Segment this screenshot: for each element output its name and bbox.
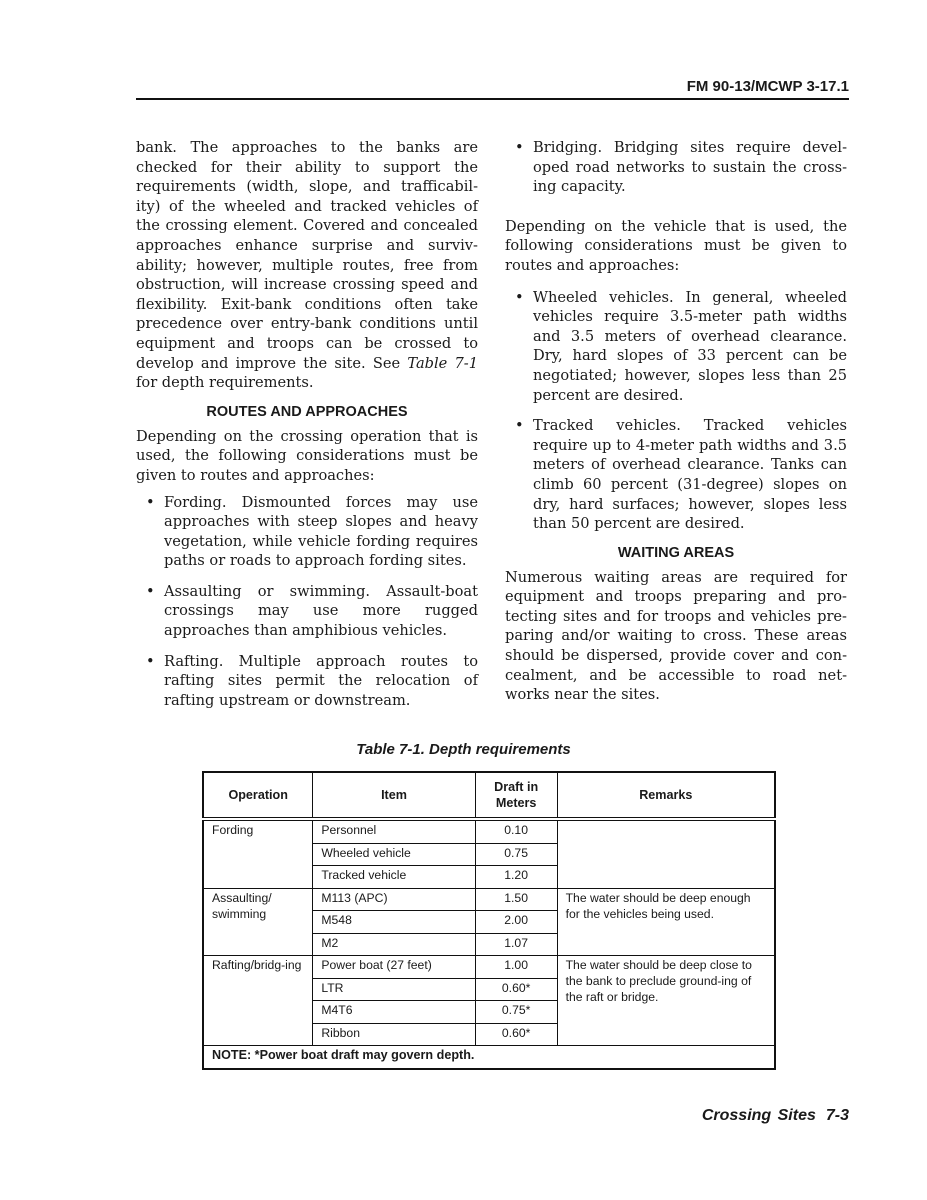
table-header-row	[203, 772, 775, 819]
column-header-operation: Operation	[203, 772, 313, 819]
document-id: FM 90-13/MCWP 3-17.1	[686, 78, 849, 95]
bullet-icon: •	[146, 582, 155, 600]
item-cell: M2	[313, 933, 475, 956]
item-cell: LTR	[313, 978, 475, 1001]
section-heading-routes: ROUTES AND APPROACHES	[206, 403, 408, 420]
remarks-cell: The water should be deep close to the bank to preclude ground-ing of the raft or bridge.	[557, 956, 775, 1046]
bullet-rafting	[136, 652, 478, 711]
operation-cell: Rafting/bridg-ing	[203, 956, 313, 1046]
bullet-icon: •	[515, 139, 524, 156]
left-column	[136, 138, 478, 710]
draft-cell: 1.00	[475, 956, 557, 979]
bullet-icon: •	[515, 417, 524, 435]
bullet-wheeled-vehicles	[505, 288, 847, 406]
waiting-areas-paragraph: Numerous waiting areas are required for equipment and troops preparing and pro-tecting sites and for troops and vehicles pre-paring and/or waiting to cross. These areas should be dispersed, provide cover and con-cealment, and be accessible to road net-works near the sites.	[505, 568, 847, 704]
bullet-bridging	[505, 138, 847, 197]
bullet-text: Wheeled vehicles. In general, wheeled vehicles require 3.5-meter path widths and 3.5 meters of overhead clearance. Dry, hard slopes of 33 percent can be negotiated; however, slopes less than 25 percent are desired.	[533, 288, 847, 404]
vehicle-intro-paragraph: Depending on the vehicle that is used, the following considerations must be given to routes and approaches:	[505, 217, 847, 274]
bullet-fording	[136, 493, 478, 571]
item-cell: Power boat (27 feet)	[313, 956, 475, 979]
table-caption: Table 7-1. Depth requirements	[356, 741, 571, 758]
column-header-item: Item	[313, 772, 475, 819]
column-header-remarks: Remarks	[557, 772, 775, 819]
table-note-row	[203, 1046, 775, 1069]
bullet-text: Rafting. Multiple approach routes to rafting sites permit the relocation of rafting upstream or downstream.	[164, 652, 478, 709]
routes-intro-paragraph: Depending on the crossing operation that is used, the following considerations must be given to routes and approaches:	[136, 427, 478, 484]
intro-paragraph	[136, 138, 478, 393]
draft-cell: 0.75*	[475, 1001, 557, 1024]
draft-cell: 0.75	[475, 843, 557, 866]
item-cell: Wheeled vehicle	[313, 843, 475, 866]
chapter-title: Crossing Sites	[701, 1107, 816, 1124]
table-row	[203, 888, 775, 911]
item-cell: Tracked vehicle	[313, 866, 475, 889]
draft-cell: 2.00	[475, 911, 557, 934]
page-number: 7-3	[825, 1107, 849, 1124]
draft-cell: 1.50	[475, 888, 557, 911]
bullet-text: Bridging. Bridging sites require devel-oped road networks to sustain the cross-ing capacity.	[533, 139, 847, 196]
draft-cell: 0.10	[475, 819, 557, 843]
table-row	[203, 819, 775, 843]
draft-cell: 1.20	[475, 866, 557, 889]
bullet-text: Tracked vehicles. Tracked vehicles require up to 4-meter path widths and 3.5 meters of overhead clearance. Tanks can climb 60 percent (31-degree) slopes on dry, hard surfaces; however, slopes less than 50 percent are desired.	[533, 417, 847, 533]
operation-cell: Assaulting/ swimming	[203, 888, 313, 956]
draft-cell: 0.60*	[475, 1023, 557, 1046]
operation-cell: Fording	[203, 819, 313, 888]
right-column	[505, 138, 847, 705]
item-cell: Personnel	[313, 819, 475, 843]
bullet-tracked-vehicles	[505, 416, 847, 534]
intro-tail: for depth requirements.	[136, 374, 314, 392]
bullet-text: Fording. Dismounted forces may use approaches with steep slopes and heavy vegetation, while vehicle fording requires paths or roads to approach fording sites.	[164, 493, 478, 570]
intro-text: bank. The approaches to the banks are checked for their ability to support the requirements (width, slope, and trafficabil-ity) of the wheeled and tracked vehicles of the crossing element. Covered and concealed approaches enhance surprise and surviv-ability; however, multiple routes, free from obstruction, will increase crossing speed and flexibility. Exit-bank conditions often take precedence over entry-bank conditions until equipment and troops can be crossed to develop and improve the site. See	[136, 139, 478, 372]
bullet-icon: •	[146, 652, 155, 670]
running-footer	[702, 1107, 849, 1125]
item-cell: M113 (APC)	[313, 888, 475, 911]
item-cell: M548	[313, 911, 475, 934]
bullet-text: Assaulting or swimming. Assault-boat crossings may use more rugged approaches than amphibious vehicles.	[164, 582, 478, 640]
column-header-draft: Draft in Meters	[475, 772, 557, 819]
table-row	[203, 956, 775, 979]
remarks-cell: The water should be deep enough for the vehicles being used.	[557, 888, 775, 956]
section-heading-waiting-areas: WAITING AREAS	[617, 544, 735, 561]
header-rule	[136, 98, 849, 100]
remarks-cell	[557, 819, 775, 888]
draft-cell: 1.07	[475, 933, 557, 956]
depth-requirements-table	[202, 771, 776, 1070]
item-cell: M4T6	[313, 1001, 475, 1024]
bullet-icon: •	[146, 493, 155, 511]
bullet-assaulting	[136, 582, 478, 641]
bullet-icon: •	[515, 288, 524, 306]
table-note: NOTE: *Power boat draft may govern depth.	[203, 1046, 775, 1069]
draft-cell: 0.60*	[475, 978, 557, 1001]
table-reference-link: Table 7-1	[407, 354, 479, 372]
item-cell: Ribbon	[313, 1023, 475, 1046]
